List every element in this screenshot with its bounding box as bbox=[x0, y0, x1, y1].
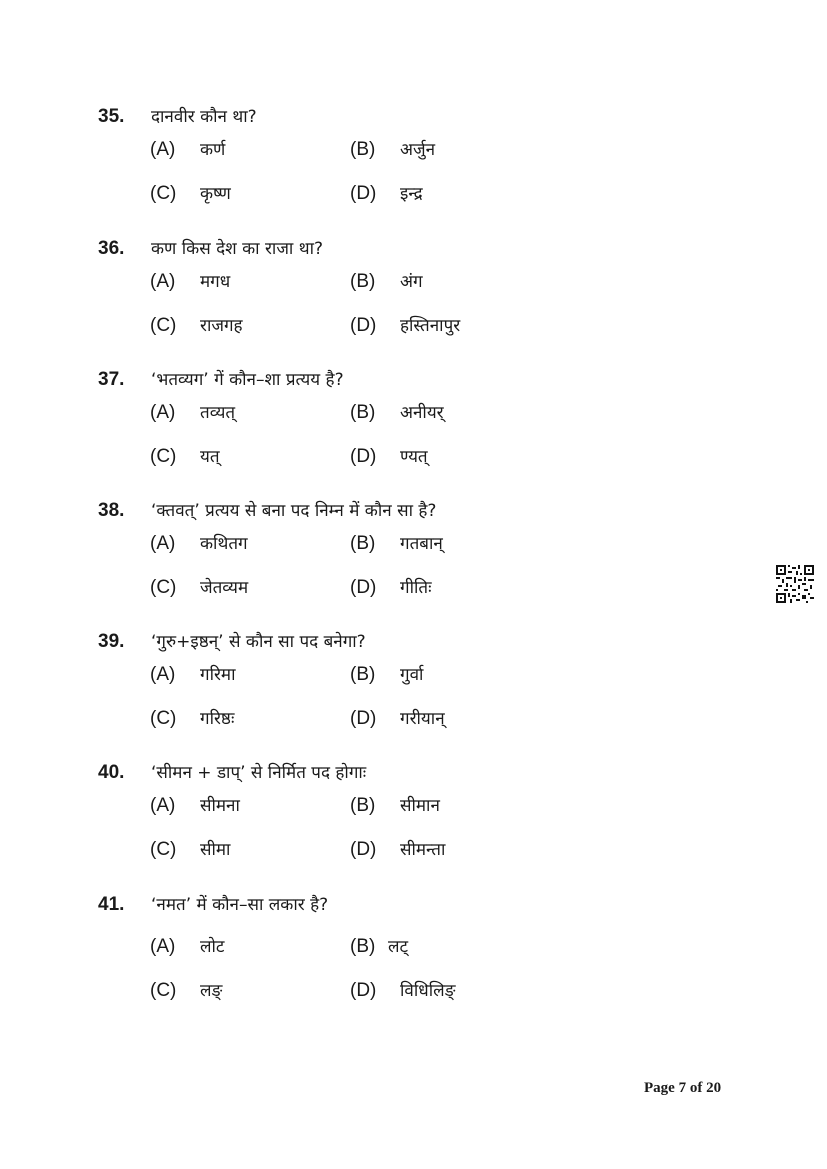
option-d[interactable] bbox=[350, 576, 432, 600]
option-text: मगध bbox=[200, 272, 231, 292]
option-letter: (B) bbox=[350, 402, 376, 423]
option-a[interactable] bbox=[150, 401, 235, 425]
option-text: सीमना bbox=[200, 796, 240, 816]
question-number: 41. bbox=[98, 894, 125, 915]
option-letter: (C) bbox=[150, 839, 177, 860]
option-letter: (A) bbox=[150, 402, 176, 423]
option-text: यत् bbox=[200, 447, 220, 467]
option-text: ण्यत् bbox=[400, 447, 428, 467]
option-d[interactable] bbox=[350, 979, 455, 1003]
option-text: लट् bbox=[388, 937, 409, 957]
option-letter: (A) bbox=[150, 936, 176, 957]
option-letter: (D) bbox=[350, 315, 377, 336]
option-c[interactable] bbox=[150, 576, 248, 600]
option-letter: (B) bbox=[350, 795, 376, 816]
option-text: अनीयर् bbox=[400, 403, 444, 423]
option-c[interactable] bbox=[150, 445, 220, 469]
option-letter: (D) bbox=[350, 839, 377, 860]
question-text: ‘भतव्यग’ गें कौन–शा प्रत्यय है? bbox=[151, 370, 344, 390]
option-text: इन्द्र bbox=[400, 184, 423, 204]
option-letter: (C) bbox=[150, 315, 177, 336]
option-letter: (A) bbox=[150, 533, 176, 554]
option-text: कृष्ण bbox=[200, 184, 231, 204]
option-letter: (C) bbox=[150, 446, 177, 467]
question-text: ‘सीमन + डाप्’ से निर्मित पद होगाः bbox=[151, 763, 367, 783]
question-text: ‘नमत’ में कौन–सा लकार है? bbox=[151, 895, 329, 915]
option-text: सीमान bbox=[400, 796, 440, 816]
question-41 bbox=[0, 893, 827, 1024]
option-letter: (C) bbox=[150, 183, 177, 204]
question-text: ‘गुरु+इष्ठन्’ से कौन सा पद बनेगा? bbox=[151, 632, 366, 652]
question-number: 35. bbox=[98, 106, 125, 127]
question-text: ‘क्तवत्’ प्रत्यय से बना पद निम्न में कौन सा है? bbox=[151, 501, 437, 521]
option-letter: (D) bbox=[350, 980, 377, 1001]
option-text: गरिमा bbox=[200, 665, 236, 685]
qr-code-icon bbox=[776, 565, 814, 603]
option-text: लोट bbox=[200, 937, 225, 957]
option-b[interactable] bbox=[350, 663, 423, 687]
option-text: गतबान् bbox=[400, 534, 443, 554]
option-letter: (C) bbox=[150, 708, 177, 729]
option-letter: (C) bbox=[150, 577, 177, 598]
option-letter: (A) bbox=[150, 795, 176, 816]
option-letter: (D) bbox=[350, 446, 377, 467]
question-36 bbox=[0, 237, 827, 368]
option-text: अंग bbox=[400, 272, 423, 292]
option-text: गरिष्ठः bbox=[200, 709, 235, 729]
option-a[interactable] bbox=[150, 935, 225, 959]
option-c[interactable] bbox=[150, 707, 234, 731]
option-letter: (A) bbox=[150, 271, 176, 292]
option-d[interactable] bbox=[350, 707, 445, 731]
option-d[interactable] bbox=[350, 314, 460, 338]
option-letter: (C) bbox=[150, 980, 177, 1001]
option-text: जेतव्यम bbox=[200, 578, 249, 598]
question-number: 38. bbox=[98, 500, 125, 521]
option-letter: (B) bbox=[350, 533, 376, 554]
option-letter: (D) bbox=[350, 708, 377, 729]
option-letter: (D) bbox=[350, 577, 377, 598]
option-text: कथितग bbox=[200, 534, 248, 554]
option-c[interactable] bbox=[150, 838, 230, 862]
question-38 bbox=[0, 499, 827, 630]
option-text: तव्यत् bbox=[200, 403, 236, 423]
question-number: 40. bbox=[98, 762, 125, 783]
option-a[interactable] bbox=[150, 138, 225, 162]
option-text: सीमन्ता bbox=[400, 840, 446, 860]
option-d[interactable] bbox=[350, 182, 423, 206]
option-text: गुर्वा bbox=[400, 665, 424, 685]
question-40 bbox=[0, 761, 827, 892]
option-a[interactable] bbox=[150, 270, 230, 294]
option-letter: (B) bbox=[350, 139, 376, 160]
option-text: गीतिः bbox=[400, 578, 432, 598]
option-text: सीमा bbox=[200, 840, 231, 860]
option-c[interactable] bbox=[150, 182, 231, 206]
option-letter: (A) bbox=[150, 664, 176, 685]
page-label: Page bbox=[644, 1080, 675, 1096]
page-indicator bbox=[644, 1080, 721, 1097]
option-letter: (A) bbox=[150, 139, 176, 160]
option-letter: (D) bbox=[350, 183, 377, 204]
option-text: हस्तिनापुर bbox=[400, 316, 461, 336]
option-c[interactable] bbox=[150, 314, 243, 338]
page-of: of bbox=[689, 1080, 703, 1096]
question-39 bbox=[0, 630, 827, 761]
option-a[interactable] bbox=[150, 794, 240, 818]
option-b[interactable] bbox=[350, 794, 440, 818]
option-d[interactable] bbox=[350, 445, 428, 469]
option-b[interactable] bbox=[350, 401, 444, 425]
option-d[interactable] bbox=[350, 838, 445, 862]
option-b[interactable] bbox=[350, 532, 443, 556]
question-37 bbox=[0, 368, 827, 499]
question-text: दानवीर कौन था? bbox=[151, 107, 257, 127]
option-letter: (B) bbox=[350, 936, 376, 957]
option-b[interactable] bbox=[350, 935, 408, 959]
option-text: विधिलिङ् bbox=[400, 981, 456, 1001]
question-number: 39. bbox=[98, 631, 125, 652]
question-number: 36. bbox=[98, 238, 125, 259]
option-text: अर्जुन bbox=[400, 140, 436, 160]
option-a[interactable] bbox=[150, 532, 248, 556]
option-a[interactable] bbox=[150, 663, 236, 687]
question-number: 37. bbox=[98, 369, 125, 390]
option-b[interactable] bbox=[350, 138, 435, 162]
option-text: राजगह bbox=[200, 316, 243, 336]
option-letter: (B) bbox=[350, 271, 376, 292]
page-current: 7 bbox=[678, 1080, 687, 1096]
option-c[interactable] bbox=[150, 979, 222, 1003]
question-text: कण किस देश का राजा था? bbox=[151, 239, 324, 259]
page-total: 20 bbox=[706, 1080, 722, 1096]
option-text: कर्ण bbox=[200, 140, 226, 160]
option-b[interactable] bbox=[350, 270, 423, 294]
option-text: लङ् bbox=[200, 981, 223, 1001]
option-text: गरीयान् bbox=[400, 709, 445, 729]
question-35 bbox=[0, 105, 827, 236]
option-letter: (B) bbox=[350, 664, 376, 685]
